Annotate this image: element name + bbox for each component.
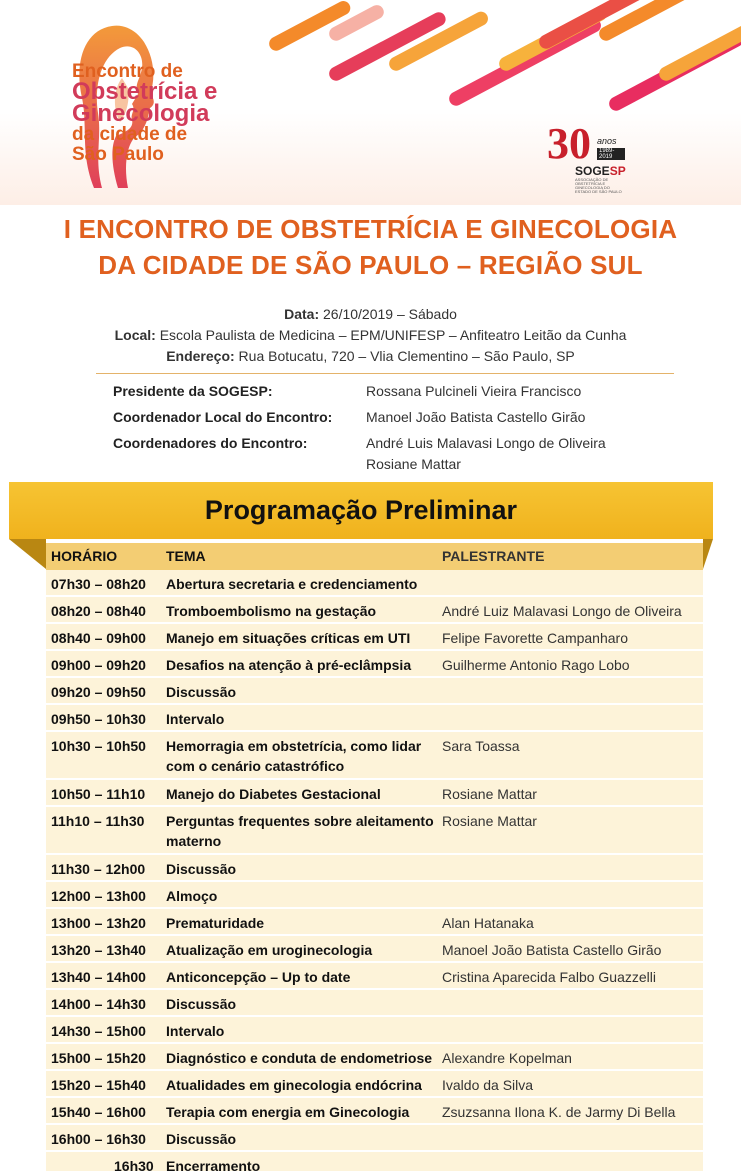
organizer-role: Coordenador Local do Encontro: — [113, 409, 333, 425]
organizer-name: Manoel João Batista Castello Girão — [366, 409, 586, 425]
cell-tema: Terapia com energia em Ginecologia — [166, 1104, 410, 1120]
cell-horario: 09h00 – 09h20 — [51, 657, 146, 673]
cell-tema: Perguntas frequentes sobre aleitamento materno — [166, 813, 434, 849]
organizer-role: Coordenadores do Encontro: — [113, 435, 308, 451]
sogesp-brand — [575, 164, 626, 178]
table-row — [46, 855, 703, 882]
table-row — [46, 705, 703, 732]
info-label: Local: — [114, 327, 156, 343]
cell-horario: 08h20 – 08h40 — [51, 603, 146, 619]
table-row — [46, 1152, 703, 1171]
cell-horario: 09h50 – 10h30 — [51, 711, 146, 727]
cell-tema: Discussão — [166, 861, 237, 877]
event-info — [0, 304, 741, 367]
cell-horario: 07h30 – 08h20 — [51, 576, 146, 592]
cell-tema: Discussão — [166, 996, 237, 1012]
program-heading: Programação Preliminar — [204, 495, 518, 525]
table-header — [46, 543, 703, 570]
cell-tema: Manejo em situações críticas em UTI — [166, 630, 411, 646]
table-row — [46, 732, 703, 780]
cell-tema: Desafios na atenção à pré-eclâmpsia — [166, 657, 412, 673]
cell-tema: Almoço — [166, 888, 218, 904]
logo-line: Encontro de — [72, 61, 183, 82]
info-value: Escola Paulista de Medicina – EPM/UNIFESP – Anfiteatro Leitão da Cunha — [155, 327, 627, 343]
sogesp-anniversary-number: 30 — [547, 119, 591, 168]
info-label: Data: — [284, 306, 320, 322]
sogesp-brand-b: SP — [609, 164, 626, 178]
cell-horario: 16h00 – 16h30 — [51, 1131, 146, 1147]
organizer-name: Rossana Pulcineli Vieira Francisco — [366, 383, 582, 399]
cell-palestrante: André Luiz Malavasi Longo de Oliveira — [442, 603, 682, 619]
organizer-role: Presidente da SOGESP: — [113, 383, 273, 399]
info-date — [0, 304, 741, 325]
table-row — [46, 1071, 703, 1098]
cell-tema: Diagnóstico e conduta de endometriose — [166, 1050, 433, 1066]
table-row — [46, 1098, 703, 1125]
table-body — [46, 570, 703, 1171]
cell-palestrante: Zsuzsanna Ilona K. de Jarmy Di Bella — [442, 1104, 676, 1120]
table-row — [46, 1044, 703, 1071]
banner-fold-left — [9, 539, 46, 569]
cell-tema: Abertura secretaria e credenciamento — [166, 576, 418, 592]
table-row — [46, 780, 703, 807]
cell-palestrante: Felipe Favorette Campanharo — [442, 630, 628, 646]
cell-horario: 10h30 – 10h50 — [51, 738, 146, 754]
cell-tema: Intervalo — [166, 1023, 225, 1039]
cell-palestrante: Cristina Aparecida Falbo Guazzelli — [442, 969, 656, 985]
title-line: DA CIDADE DE SÃO PAULO – REGIÃO SUL — [98, 250, 643, 280]
organizer-name: André Luis Malavasi Longo de Oliveira — [366, 435, 606, 451]
info-label: Endereço: — [166, 348, 235, 364]
cell-palestrante: Alan Hatanaka — [442, 915, 534, 931]
column-header-horario: HORÁRIO — [51, 548, 118, 564]
cell-horario: 13h20 – 13h40 — [51, 942, 146, 958]
cell-horario: 15h20 – 15h40 — [51, 1077, 146, 1093]
cell-palestrante: Rosiane Mattar — [442, 786, 537, 802]
cell-horario: 14h30 – 15h00 — [51, 1023, 146, 1039]
table-row — [46, 570, 703, 597]
cell-tema: Atualização em uroginecologia — [166, 942, 373, 958]
sogesp-logo — [545, 119, 626, 194]
logo-line: da cidade de — [72, 124, 188, 145]
logo-line: São Paulo — [72, 144, 164, 165]
cell-tema: Manejo do Diabetes Gestacional — [166, 786, 381, 802]
cell-tema: Atualidades em ginecologia endócrina — [166, 1077, 422, 1093]
table-row — [46, 1125, 703, 1152]
cell-tema: Discussão — [166, 1131, 237, 1147]
sogesp-brand-a: SOGE — [575, 164, 610, 178]
table-row — [46, 624, 703, 651]
cell-palestrante: Sara Toassa — [442, 738, 520, 754]
table-row — [46, 651, 703, 678]
program-banner — [9, 482, 713, 539]
cell-horario: 11h10 – 11h30 — [51, 813, 145, 829]
table-row — [46, 807, 703, 855]
table-row — [46, 678, 703, 705]
organizer-name: Rosiane Mattar — [366, 456, 461, 472]
cell-horario: 13h00 – 13h20 — [51, 915, 146, 931]
table-row — [46, 909, 703, 936]
cell-palestrante: Ivaldo da Silva — [442, 1077, 534, 1093]
table-row — [46, 990, 703, 1017]
title-line: I ENCONTRO DE OBSTETRÍCIA E GINECOLOGIA — [63, 214, 678, 244]
cell-tema: Anticoncepção – Up to date — [166, 969, 351, 985]
table-row — [46, 1017, 703, 1044]
cell-horario: 14h00 – 14h30 — [51, 996, 146, 1012]
info-value: Rua Botucatu, 720 – Vlia Clementino – São Paulo, SP — [234, 348, 575, 364]
info-local — [0, 325, 741, 346]
cell-tema: Hemorragia em obstetrícia, como lidar com o cenário catastrófico — [166, 738, 422, 774]
cell-horario: 08h40 – 09h00 — [51, 630, 146, 646]
page-title — [0, 211, 741, 283]
cell-horario: 09h20 – 09h50 — [51, 684, 146, 700]
table-row — [46, 963, 703, 990]
table-row — [46, 882, 703, 909]
cell-tema: Intervalo — [166, 711, 225, 727]
column-header-tema: TEMA — [166, 548, 206, 564]
table-row — [46, 597, 703, 624]
sogesp-assoc: ASSOCIAÇÃO DE OBSTETRÍCIA E GINECOLOGIA DO ESTADO DE SÃO PAULO — [575, 177, 622, 194]
sogesp-years: 1989-2019 — [597, 148, 625, 160]
logo-line: Obstetrícia e — [72, 78, 218, 105]
cell-horario: 11h30 – 12h00 — [51, 861, 146, 877]
table-row — [46, 936, 703, 963]
banner-fold-right — [703, 539, 713, 569]
cell-horario: 10h50 – 11h10 — [51, 786, 146, 802]
cell-horario: 15h00 – 15h20 — [51, 1050, 146, 1066]
cell-horario: 12h00 – 13h00 — [51, 888, 146, 904]
logo-text — [72, 62, 217, 165]
cell-tema: Encerramento — [166, 1158, 261, 1171]
cell-palestrante: Manoel João Batista Castello Girão — [442, 942, 662, 958]
logo-line: Ginecologia — [72, 100, 210, 127]
cell-horario: 15h40 – 16h00 — [51, 1104, 146, 1120]
schedule-table — [46, 543, 703, 1171]
cell-tema: Tromboembolismo na gestação — [166, 603, 377, 619]
column-header-palestrante: PALESTRANTE — [442, 548, 545, 564]
cell-tema: Prematuridade — [166, 915, 265, 931]
divider — [96, 373, 674, 374]
header-banner — [0, 0, 741, 205]
info-address — [0, 346, 741, 367]
sogesp-anos: anos — [597, 136, 617, 146]
cell-palestrante: Guilherme Antonio Rago Lobo — [442, 657, 630, 673]
cell-tema: Discussão — [166, 684, 237, 700]
cell-horario: 16h30 — [114, 1158, 154, 1171]
info-value: 26/10/2019 – Sábado — [319, 306, 457, 322]
cell-horario: 13h40 – 14h00 — [51, 969, 146, 985]
cell-palestrante: Rosiane Mattar — [442, 813, 537, 829]
cell-palestrante: Alexandre Kopelman — [442, 1050, 572, 1066]
